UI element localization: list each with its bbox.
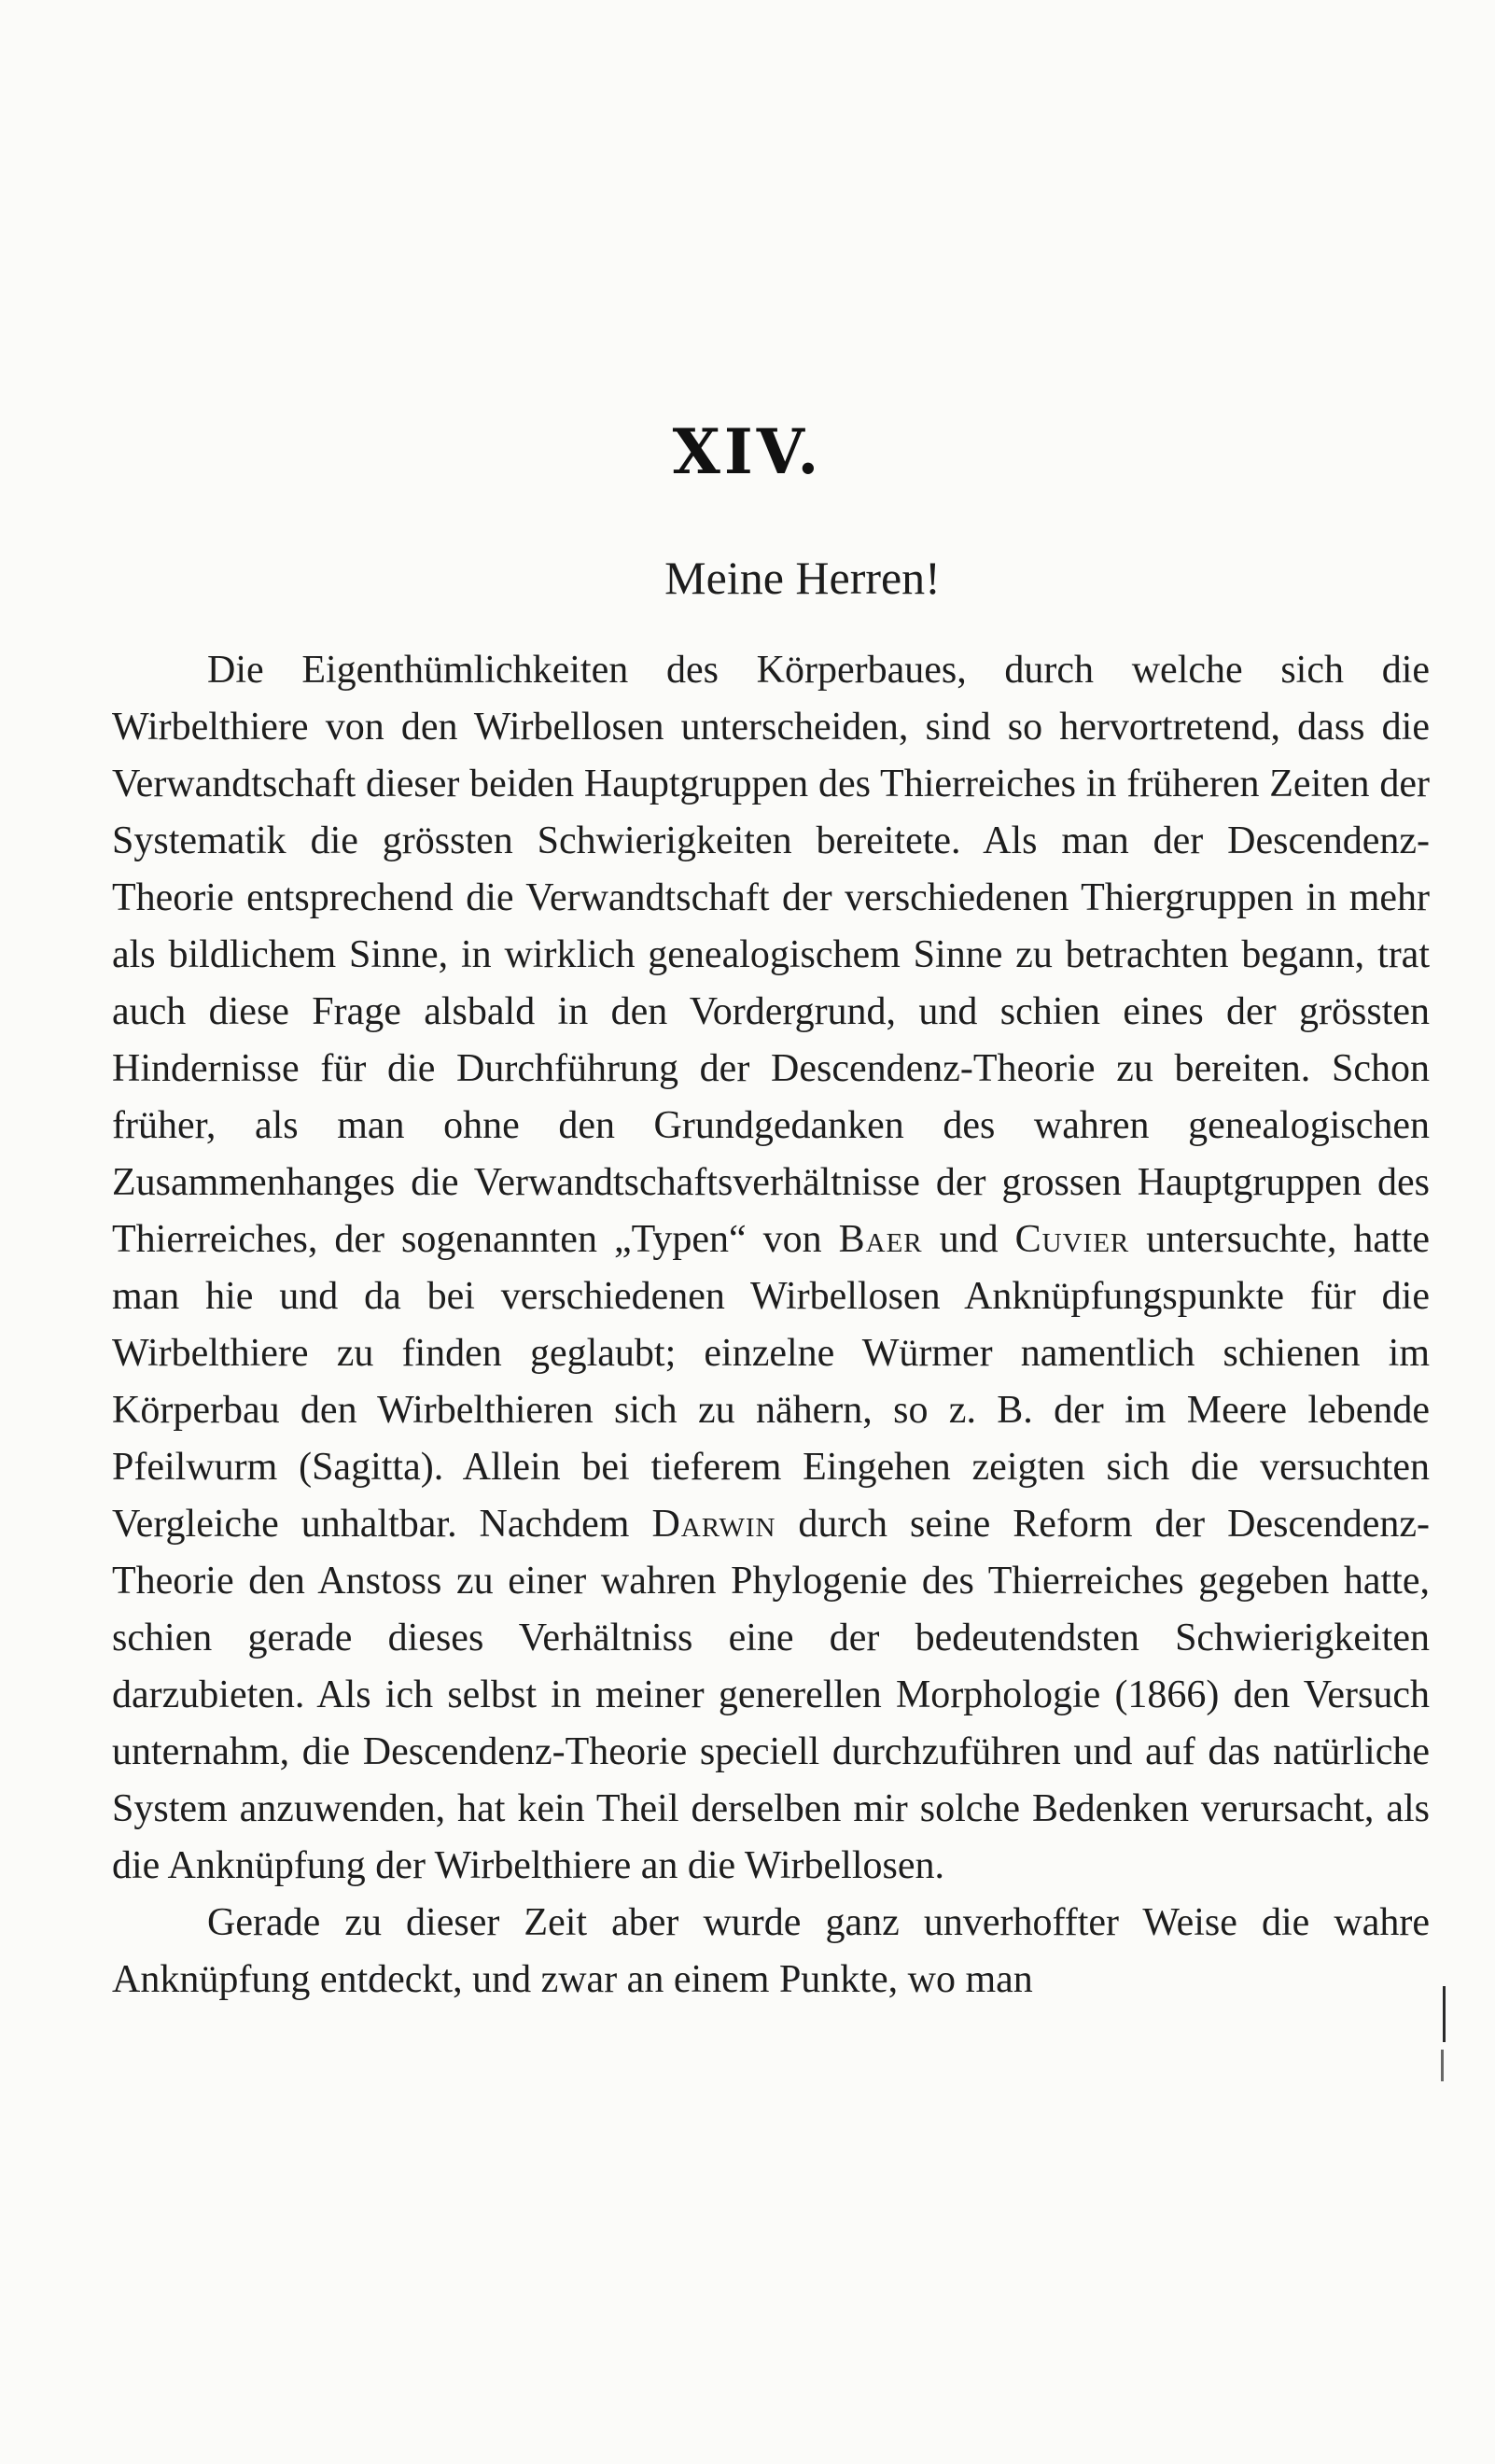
author-name-baer: Baer — [838, 1218, 923, 1261]
author-name-cuvier: Cuvier — [1014, 1218, 1130, 1261]
text-segment: Die Eigenthümlichkeiten des Körperbaues, durch welche sich die Wirbelthiere von den Wirbellosen unterscheiden, sind so hervortretend, dass die Verwandtschaft dieser beiden Hauptgruppen des Thierreiches in früheren Zeiten der Systematik die grössten Schwierigkeiten bereitete. Als man der Descendenz-Theorie entsprechend die Verwandtschaft der verschiedenen Thiergruppen in mehr als bildlichem Sinne, in wirklich genealogischem Sinne zu betrachten begann, trat auch diese Frage alsbald in den Vordergrund, und schien eines der grössten Hindernisse für die Durchführung der Descendenz-Theorie zu bereiten. Schon früher, als man ohne den Grundgedanken des wahren genealogischen Zusammenhanges die Verwandtschaftsverhältnisse der grossen Hauptgruppen des Thierreiches, der sogenannten „Typen“ von — [112, 649, 1430, 1261]
paragraph-2 — [112, 1895, 1430, 2009]
page-edge-mark — [1443, 1986, 1446, 2042]
paragraph-1 — [112, 642, 1430, 1895]
body-text — [112, 642, 1430, 2009]
text-segment: untersuchte, hatte man hie und da bei verschiedenen Wirbellosen Anknüpfungspunkte für die Wirbelthiere zu finden geglaubt; einzelne Würmer namentlich schienen im Körperbau den Wirbelthieren sich zu nähern, so z. B. der im Meere lebende Pfeilwurm (Sagitta). Allein bei tieferem Eingehen zeigten sich die versuchten Vergleiche unhaltbar. Nachdem — [112, 1218, 1431, 1546]
author-name-darwin: Darwin — [651, 1503, 776, 1546]
text-segment: durch seine Reform der Descendenz-Theorie den Anstoss zu einer wahren Phylogenie des Thierreiches gegeben hatte, schien gerade dieses Verhältniss eine der bedeutendsten Schwierigkeiten darzubieten. Als ich selbst in meiner generellen Morphologie (1866) den Versuch unternahm, die Descendenz-Theorie speciell durchzuführen und auf das natürliche System anzuwenden, hat kein Theil derselben mir solche Bedenken verursacht, als die Anknüpfung der Wirbelthiere an die Wirbellosen. — [112, 1503, 1430, 1887]
chapter-number: XIV. — [672, 415, 823, 488]
text-segment: und — [922, 1218, 1015, 1261]
text-segment: Gerade zu dieser Zeit aber wurde ganz unverhoffter Weise die wahre Anknüpfung entdeckt, und zwar an einem Punkte, wo man — [112, 1901, 1430, 2001]
salutation: Meine Herren! — [664, 552, 941, 604]
page-edge-mark — [1441, 2050, 1444, 2081]
